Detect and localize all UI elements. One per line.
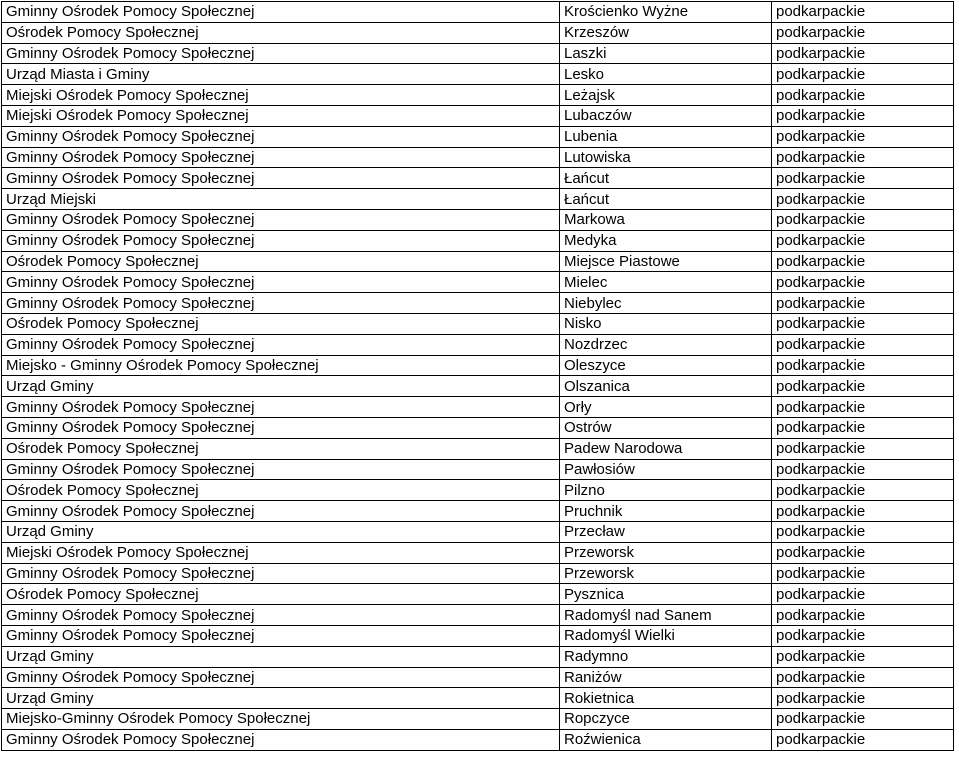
- voivodeship-cell: podkarpackie: [772, 438, 954, 459]
- city-cell: Przeworsk: [560, 542, 772, 563]
- city-cell: Pruchnik: [560, 501, 772, 522]
- city-cell: Miejsce Piastowe: [560, 251, 772, 272]
- institution-cell: Gminny Ośrodek Pomocy Społecznej: [2, 230, 560, 251]
- city-cell: Raniżów: [560, 667, 772, 688]
- table-row: [2, 105, 954, 126]
- institution-cell: Gminny Ośrodek Pomocy Społecznej: [2, 417, 560, 438]
- voivodeship-cell: podkarpackie: [772, 605, 954, 626]
- table-body: [2, 2, 954, 751]
- voivodeship-cell: podkarpackie: [772, 709, 954, 730]
- voivodeship-cell: podkarpackie: [772, 85, 954, 106]
- institution-cell: Gminny Ośrodek Pomocy Społecznej: [2, 563, 560, 584]
- voivodeship-cell: podkarpackie: [772, 729, 954, 750]
- voivodeship-cell: podkarpackie: [772, 251, 954, 272]
- institution-cell: Urząd Gminy: [2, 646, 560, 667]
- table-row: [2, 85, 954, 106]
- institution-cell: Gminny Ośrodek Pomocy Społecznej: [2, 501, 560, 522]
- institution-cell: Gminny Ośrodek Pomocy Społecznej: [2, 147, 560, 168]
- voivodeship-cell: podkarpackie: [772, 313, 954, 334]
- table-row: [2, 251, 954, 272]
- voivodeship-cell: podkarpackie: [772, 22, 954, 43]
- voivodeship-cell: podkarpackie: [772, 147, 954, 168]
- institution-cell: Gminny Ośrodek Pomocy Społecznej: [2, 209, 560, 230]
- voivodeship-cell: podkarpackie: [772, 667, 954, 688]
- city-cell: Medyka: [560, 230, 772, 251]
- institution-cell: Gminny Ośrodek Pomocy Społecznej: [2, 397, 560, 418]
- table-row: [2, 667, 954, 688]
- table-row: [2, 605, 954, 626]
- voivodeship-cell: podkarpackie: [772, 688, 954, 709]
- table-row: [2, 334, 954, 355]
- table-row: [2, 501, 954, 522]
- table-row: [2, 459, 954, 480]
- city-cell: Pawłosiów: [560, 459, 772, 480]
- voivodeship-cell: podkarpackie: [772, 293, 954, 314]
- voivodeship-cell: podkarpackie: [772, 2, 954, 23]
- voivodeship-cell: podkarpackie: [772, 584, 954, 605]
- institution-cell: Miejski Ośrodek Pomocy Społecznej: [2, 85, 560, 106]
- city-cell: Nisko: [560, 313, 772, 334]
- table-row: [2, 209, 954, 230]
- city-cell: Orły: [560, 397, 772, 418]
- institution-cell: Urząd Gminy: [2, 521, 560, 542]
- table-row: [2, 147, 954, 168]
- voivodeship-cell: podkarpackie: [772, 126, 954, 147]
- voivodeship-cell: podkarpackie: [772, 501, 954, 522]
- voivodeship-cell: podkarpackie: [772, 417, 954, 438]
- institution-cell: Gminny Ośrodek Pomocy Społecznej: [2, 293, 560, 314]
- table-row: [2, 438, 954, 459]
- table-row: [2, 293, 954, 314]
- voivodeship-cell: podkarpackie: [772, 480, 954, 501]
- table-row: [2, 355, 954, 376]
- city-cell: Krościenko Wyżne: [560, 2, 772, 23]
- table-row: [2, 189, 954, 210]
- institution-cell: Miejsko - Gminny Ośrodek Pomocy Społecznej: [2, 355, 560, 376]
- institution-cell: Ośrodek Pomocy Społecznej: [2, 480, 560, 501]
- voivodeship-cell: podkarpackie: [772, 625, 954, 646]
- city-cell: Pysznica: [560, 584, 772, 605]
- city-cell: Lutowiska: [560, 147, 772, 168]
- table-row: [2, 688, 954, 709]
- institution-cell: Urząd Gminy: [2, 376, 560, 397]
- institutions-table: [1, 1, 954, 751]
- city-cell: Padew Narodowa: [560, 438, 772, 459]
- city-cell: Przecław: [560, 521, 772, 542]
- city-cell: Roźwienica: [560, 729, 772, 750]
- city-cell: Nozdrzec: [560, 334, 772, 355]
- city-cell: Radymno: [560, 646, 772, 667]
- city-cell: Łańcut: [560, 168, 772, 189]
- city-cell: Radomyśl Wielki: [560, 625, 772, 646]
- city-cell: Łańcut: [560, 189, 772, 210]
- institution-cell: Miejski Ośrodek Pomocy Społecznej: [2, 105, 560, 126]
- table-row: [2, 397, 954, 418]
- city-cell: Radomyśl nad Sanem: [560, 605, 772, 626]
- table-row: [2, 22, 954, 43]
- city-cell: Laszki: [560, 43, 772, 64]
- institution-cell: Gminny Ośrodek Pomocy Społecznej: [2, 272, 560, 293]
- table-row: [2, 230, 954, 251]
- institution-cell: Gminny Ośrodek Pomocy Społecznej: [2, 605, 560, 626]
- institution-cell: Miejsko-Gminny Ośrodek Pomocy Społecznej: [2, 709, 560, 730]
- table-row: [2, 729, 954, 750]
- table-row: [2, 625, 954, 646]
- city-cell: Przeworsk: [560, 563, 772, 584]
- institution-cell: Ośrodek Pomocy Społecznej: [2, 22, 560, 43]
- city-cell: Pilzno: [560, 480, 772, 501]
- voivodeship-cell: podkarpackie: [772, 355, 954, 376]
- voivodeship-cell: podkarpackie: [772, 105, 954, 126]
- city-cell: Ostrów: [560, 417, 772, 438]
- institution-cell: Ośrodek Pomocy Społecznej: [2, 584, 560, 605]
- institution-cell: Gminny Ośrodek Pomocy Społecznej: [2, 667, 560, 688]
- table-row: [2, 126, 954, 147]
- voivodeship-cell: podkarpackie: [772, 230, 954, 251]
- table-row: [2, 313, 954, 334]
- institution-cell: Ośrodek Pomocy Społecznej: [2, 251, 560, 272]
- city-cell: Markowa: [560, 209, 772, 230]
- city-cell: Lubaczów: [560, 105, 772, 126]
- table-row: [2, 584, 954, 605]
- city-cell: Mielec: [560, 272, 772, 293]
- table-row: [2, 272, 954, 293]
- table-row: [2, 646, 954, 667]
- voivodeship-cell: podkarpackie: [772, 646, 954, 667]
- institution-cell: Gminny Ośrodek Pomocy Społecznej: [2, 334, 560, 355]
- voivodeship-cell: podkarpackie: [772, 189, 954, 210]
- voivodeship-cell: podkarpackie: [772, 376, 954, 397]
- city-cell: Rokietnica: [560, 688, 772, 709]
- institution-cell: Urząd Gminy: [2, 688, 560, 709]
- city-cell: Olszanica: [560, 376, 772, 397]
- voivodeship-cell: podkarpackie: [772, 397, 954, 418]
- voivodeship-cell: podkarpackie: [772, 43, 954, 64]
- city-cell: Oleszyce: [560, 355, 772, 376]
- institution-cell: Gminny Ośrodek Pomocy Społecznej: [2, 43, 560, 64]
- city-cell: Lubenia: [560, 126, 772, 147]
- voivodeship-cell: podkarpackie: [772, 542, 954, 563]
- institution-cell: Gminny Ośrodek Pomocy Społecznej: [2, 2, 560, 23]
- city-cell: Niebylec: [560, 293, 772, 314]
- institution-cell: Gminny Ośrodek Pomocy Społecznej: [2, 729, 560, 750]
- table-row: [2, 709, 954, 730]
- institution-cell: Ośrodek Pomocy Społecznej: [2, 438, 560, 459]
- institution-cell: Ośrodek Pomocy Społecznej: [2, 313, 560, 334]
- city-cell: Lesko: [560, 64, 772, 85]
- table-row: [2, 521, 954, 542]
- institution-cell: Urząd Miejski: [2, 189, 560, 210]
- voivodeship-cell: podkarpackie: [772, 209, 954, 230]
- institution-cell: Gminny Ośrodek Pomocy Społecznej: [2, 126, 560, 147]
- institution-cell: Urząd Miasta i Gminy: [2, 64, 560, 85]
- city-cell: Krzeszów: [560, 22, 772, 43]
- city-cell: Leżajsk: [560, 85, 772, 106]
- voivodeship-cell: podkarpackie: [772, 64, 954, 85]
- table-row: [2, 168, 954, 189]
- voivodeship-cell: podkarpackie: [772, 168, 954, 189]
- voivodeship-cell: podkarpackie: [772, 563, 954, 584]
- voivodeship-cell: podkarpackie: [772, 272, 954, 293]
- city-cell: Ropczyce: [560, 709, 772, 730]
- table-row: [2, 563, 954, 584]
- table-row: [2, 2, 954, 23]
- institution-cell: Gminny Ośrodek Pomocy Społecznej: [2, 625, 560, 646]
- table-row: [2, 43, 954, 64]
- table-row: [2, 376, 954, 397]
- voivodeship-cell: podkarpackie: [772, 459, 954, 480]
- institution-cell: Gminny Ośrodek Pomocy Społecznej: [2, 168, 560, 189]
- table-row: [2, 480, 954, 501]
- voivodeship-cell: podkarpackie: [772, 334, 954, 355]
- voivodeship-cell: podkarpackie: [772, 521, 954, 542]
- institution-cell: Gminny Ośrodek Pomocy Społecznej: [2, 459, 560, 480]
- table-row: [2, 542, 954, 563]
- table-row: [2, 64, 954, 85]
- institution-cell: Miejski Ośrodek Pomocy Społecznej: [2, 542, 560, 563]
- table-row: [2, 417, 954, 438]
